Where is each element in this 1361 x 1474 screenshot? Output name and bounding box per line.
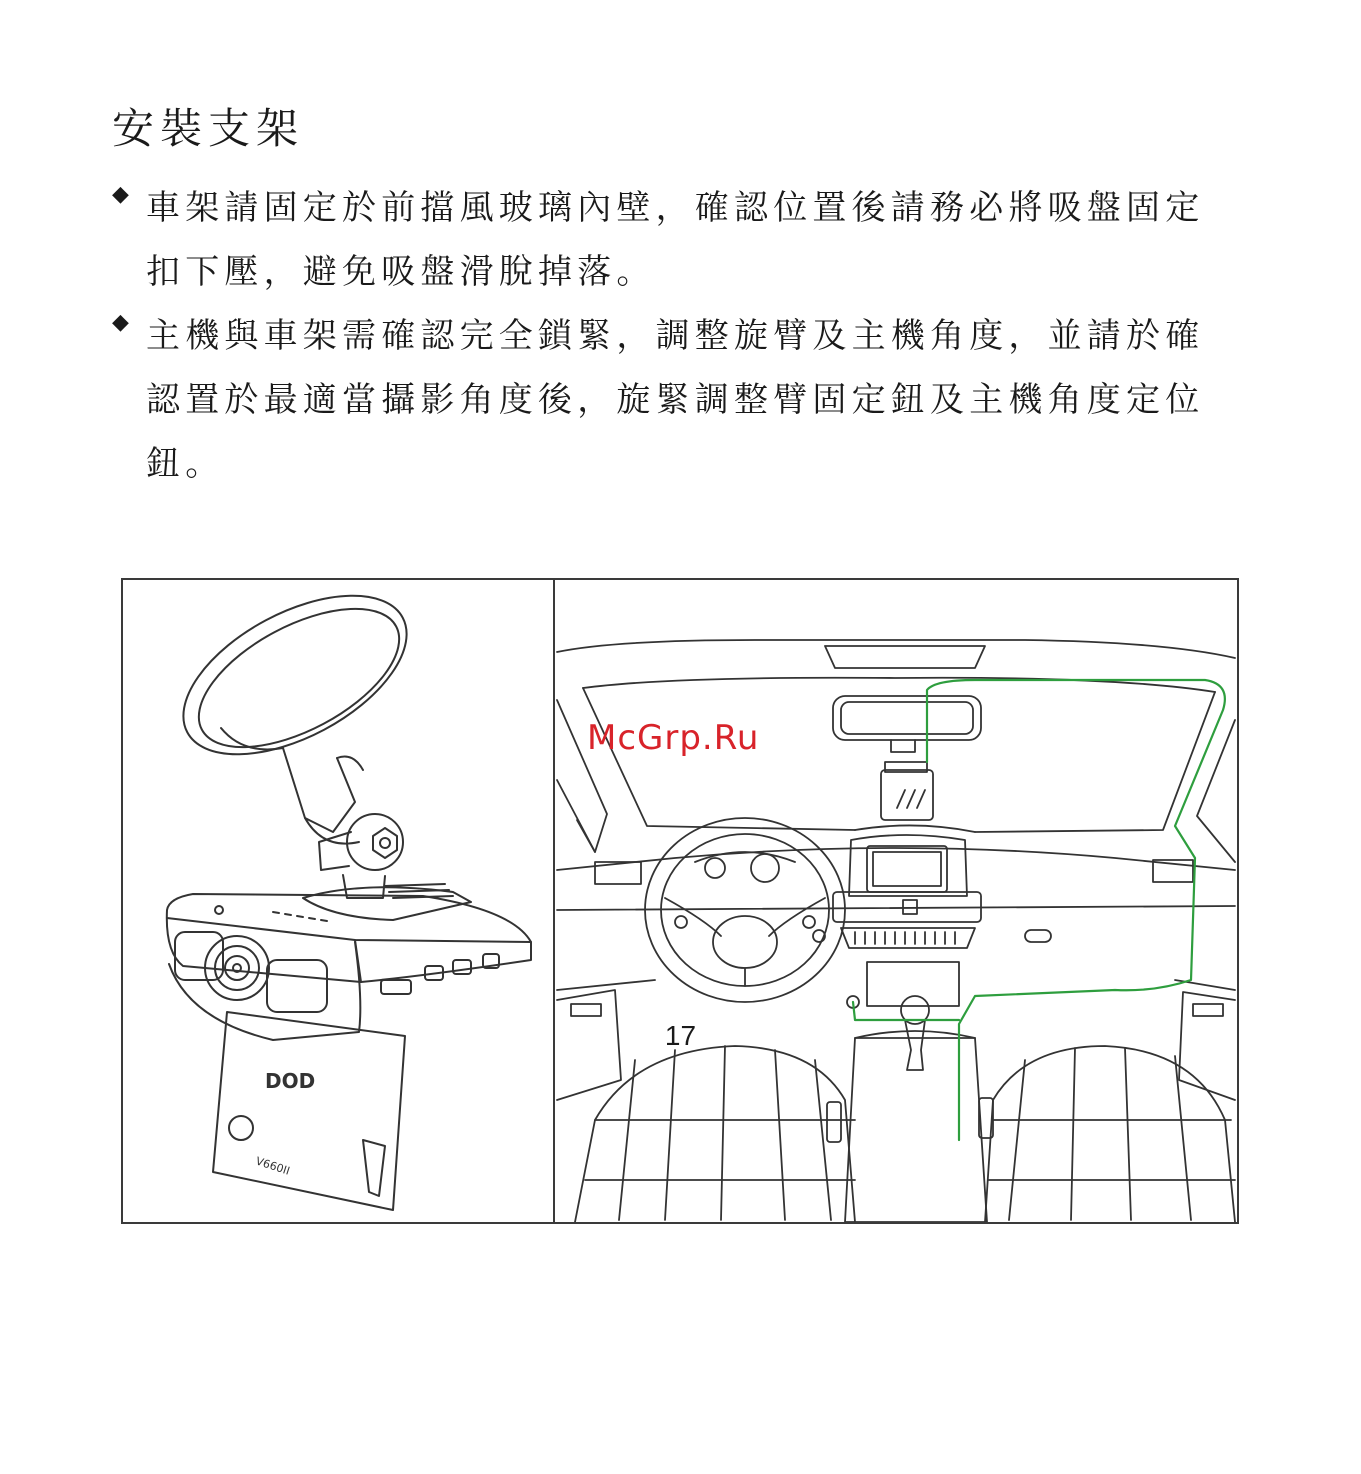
brand-logo-text: DOD — [265, 1069, 316, 1093]
bullet-diamond-icon: ◆ — [112, 182, 129, 207]
bullet-diamond-icon: ◆ — [112, 310, 129, 335]
car-interior-panel — [555, 580, 1237, 1222]
page-number: 17 — [664, 1020, 697, 1051]
bullet-text-1: 車架請固定於前擋風玻璃內壁，確認位置後請務必將吸盤固定扣下壓，避免吸盤滑脫掉落。 — [146, 188, 1205, 292]
model-label-text: V660II — [254, 1154, 292, 1178]
page-title: 安裝支架 — [112, 104, 305, 153]
car-interior-cable-routing-icon — [555, 580, 1237, 1222]
bullet-item-2 — [112, 304, 1242, 496]
dashcam-with-suction-mount-icon — [123, 580, 553, 1222]
bullet-text-2: 主機與車架需確認完全鎖緊，調整旋臂及主機角度，並請於確認置於最適當攝影角度後，旋緊調整臂固定鈕及主機角度定位鈕。 — [146, 316, 1205, 484]
bullet-item-1 — [112, 176, 1242, 304]
watermark: McGrp.Ru — [587, 718, 760, 758]
installation-figure — [121, 578, 1239, 1224]
dashcam-panel — [123, 580, 555, 1222]
